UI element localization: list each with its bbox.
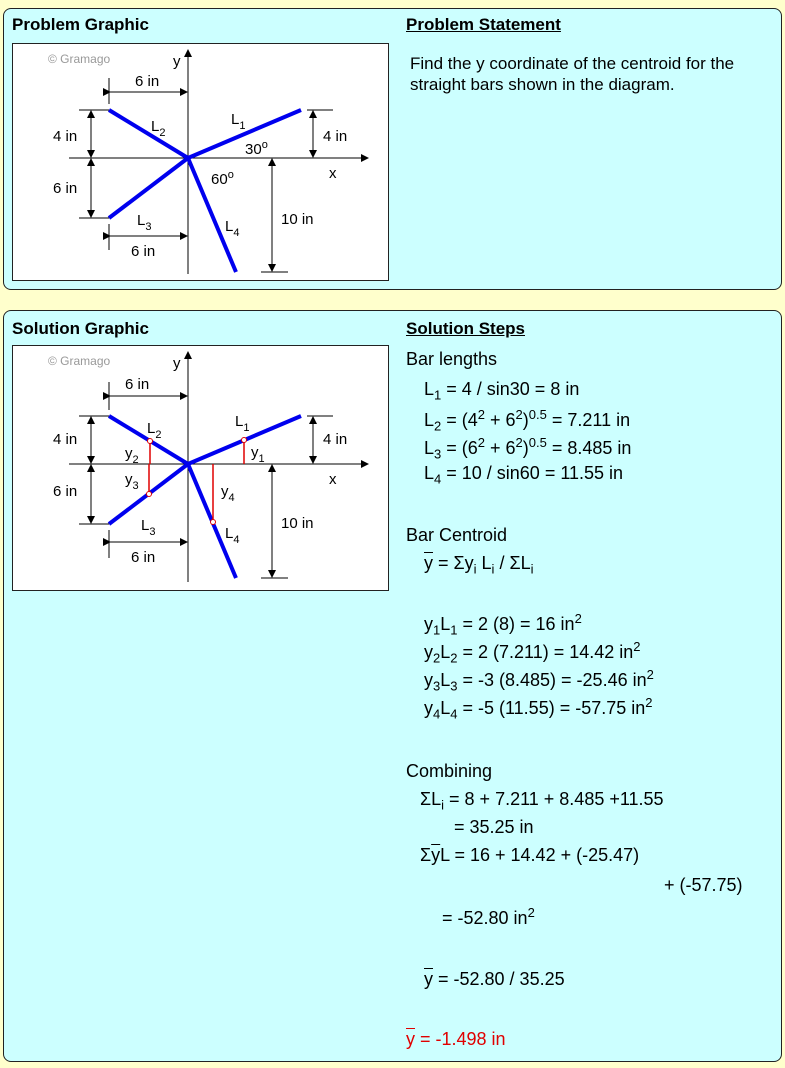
y3L3-eq: $y_3L_3 = -3$ (8.485) = -25.46 $in^2$ — [424, 667, 654, 694]
svg-text:L4: $L_4$ — [225, 525, 240, 546]
bar-L3 — [109, 158, 188, 218]
y2L2-eq: $y_2L_2 = 2$ (7.211) = 14.42 $in^2$ — [424, 639, 641, 666]
L4-eq: $L_4 = 10 / \sin 60 = 11.55$ in — [424, 463, 624, 487]
y3-label: $y_3$ — [125, 471, 139, 492]
dim-right-4in: 4 in — [323, 128, 348, 145]
label-L1: $L_1$ — [231, 111, 246, 132]
svg-text:L2: $L_2$ — [147, 420, 162, 441]
solution-diagram — [12, 345, 389, 591]
svg-text:6 in: 6 in — [131, 549, 156, 566]
svg-text:L3: $L_3$ — [141, 517, 156, 538]
problem-statement: Find the y coordinate of the centroid for the straight bars shown in the diagram. — [410, 54, 735, 94]
L2-eq: $L_2 = (4^2 + 6^2)^{0.5} = 7.211$ in — [424, 407, 631, 434]
sumyL-eq: $\Sigma\overline{y}L = 16 + 14.42 + (-25.47)$ — [420, 845, 640, 865]
angle-60: 60$^o$ — [211, 169, 234, 188]
dim-left-4in: 4 in — [53, 128, 78, 145]
ybar-eq: $\overline{y} = -52.80 / 35.25$ — [424, 969, 565, 989]
sumL-result: = 35.25 in — [454, 817, 534, 837]
sumyL-cont: + (-57.75) — [664, 875, 743, 895]
y-axis-label: y — [173, 53, 181, 70]
centroid-formula: $\overline{y} = \Sigma y_i$ $L_i / \Sigma L_i$ — [424, 553, 534, 577]
problem-graphic-title: Problem Graphic — [12, 15, 149, 34]
label-L2: $L_2$ — [151, 118, 166, 139]
dim-top-6in: 6 in — [135, 73, 160, 90]
svg-text:4 in: 4 in — [323, 431, 348, 448]
L1-eq: $L_1 = 4 / \sin 30 = 8$ in — [424, 379, 580, 403]
bar-L2 — [109, 110, 188, 158]
svg-text:L1: $L_1$ — [235, 413, 250, 434]
bar-centroid-title: Bar Centroid — [406, 525, 508, 545]
solution-panel — [3, 310, 782, 1062]
y1L1-eq: $y_1L_1 = 2$ (8) = 16 $in^2$ — [424, 611, 582, 638]
y-axis-label-2: y — [173, 355, 181, 372]
final-answer: $\overline{y} = -1.498$ in — [406, 1029, 506, 1049]
svg-text:6 in: 6 in — [53, 483, 78, 500]
label-L3: $L_3$ — [137, 212, 152, 233]
dim-left-6in: 6 in — [53, 180, 78, 197]
L3-eq: $L_3 = (6^2 + 6^2)^{0.5} = 8.485$ in — [424, 435, 632, 462]
sumyL-result: = -52.80 $in^2$ — [442, 905, 535, 928]
y4L4-eq: $y_4L_4 = -5$ (11.55) = -57.75 $in^2$ — [424, 695, 653, 722]
svg-text:4 in: 4 in — [53, 431, 78, 448]
bar-lengths-title: Bar lengths — [406, 349, 498, 369]
x-axis-label-2: x — [329, 471, 337, 488]
solution-graphic-title: Solution Graphic — [12, 319, 149, 338]
sumL-eq: $\Sigma L_i = 8 + 7.211 + 8.485 +11.55$ — [420, 789, 664, 813]
problem-panel — [3, 8, 782, 290]
problem-statement-title: Problem Statement — [406, 15, 561, 34]
y2-label: $y_2$ — [125, 445, 139, 466]
x-axis-label: x — [329, 165, 337, 182]
svg-text:6 in: 6 in — [125, 376, 150, 393]
problem-diagram — [12, 43, 389, 281]
label-L4: $L_4$ — [225, 218, 240, 239]
solution-diagram-svg — [13, 346, 388, 590]
dim-10in: 10 in — [281, 211, 314, 228]
copyright-text-2: © Gramago — [48, 354, 111, 368]
angle-30: 30$^o$ — [245, 139, 268, 158]
copyright-text: © Gramago — [48, 52, 111, 66]
solution-steps-title: Solution Steps — [406, 319, 525, 338]
problem-diagram-svg — [13, 44, 388, 280]
dim-bottom-6in: 6 in — [131, 243, 156, 260]
y4-label: $y_4$ — [221, 483, 235, 504]
y1-label: $y_1$ — [251, 444, 265, 465]
combining-title: Combining — [406, 761, 493, 781]
svg-text:10 in: 10 in — [281, 515, 314, 532]
